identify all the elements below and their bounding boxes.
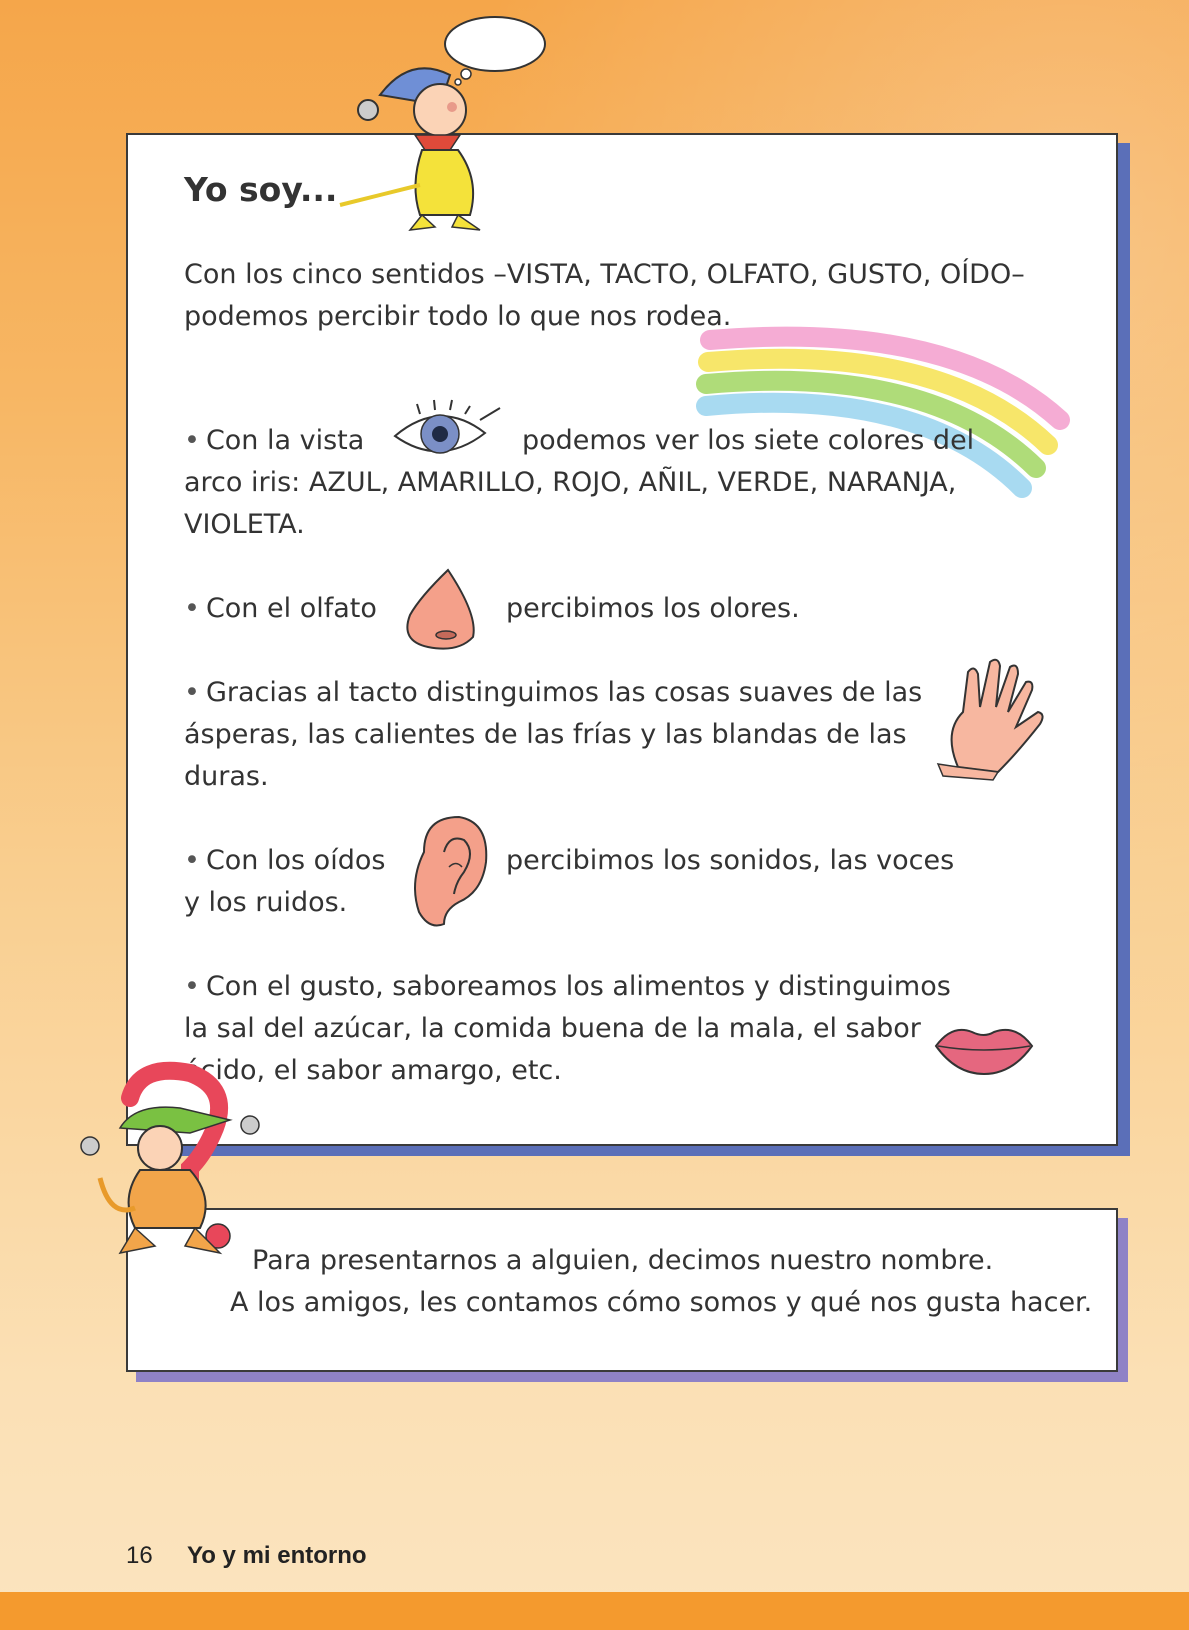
olfato-text-1: • Con el olfato: [184, 588, 377, 630]
vista-text-2: podemos ver los siete colores del: [522, 425, 975, 456]
oidos-text-1: • Con los oídos: [184, 840, 385, 882]
gusto-line-1: • Con el gusto, saboreamos los alimentos y distinguimos: [184, 966, 951, 1008]
gusto-line-3: ácido, el sabor amargo, etc.: [184, 1055, 562, 1086]
olfato-text-2: percibimos los olores.: [506, 593, 800, 624]
lips-icon: [932, 1022, 1036, 1078]
eye-icon: [390, 398, 510, 468]
oidos-text-2: percibimos los sonidos, las voces: [506, 845, 955, 876]
nose-icon: [398, 565, 488, 655]
ear-icon: [404, 812, 494, 932]
hand-icon: [938, 652, 1048, 782]
gusto-line-2: la sal del azúcar, la comida buena de la mala, el sabor: [184, 1013, 921, 1044]
page-number: 16: [126, 1542, 153, 1569]
tacto-line-2: ásperas, las calientes de las frías y las blandas de las: [184, 719, 907, 750]
vista-text-1: • Con la vista: [184, 420, 364, 462]
elf-thinking-icon: [340, 55, 510, 235]
oidos-line-2: y los ruidos.: [184, 887, 348, 918]
tacto-line-1: • Gracias al tacto distinguimos las cosas suaves de las: [184, 672, 922, 714]
note-line-2: A los amigos, les contamos cómo somos y qué nos gusta hacer.: [230, 1287, 1093, 1318]
section-title: Yo y mi entorno: [187, 1542, 367, 1569]
note-line-1: Para presentarnos a alguien, decimos nuestro nombre.: [252, 1245, 994, 1276]
vista-line-2: arco iris: AZUL, AMARILLO, ROJO, AÑIL, VERDE, NARANJA,: [184, 467, 957, 498]
tacto-line-3: duras.: [184, 761, 269, 792]
page-title: Yo soy...: [184, 170, 338, 209]
elf-question-icon: [80, 1068, 260, 1278]
footer-band: [0, 1592, 1189, 1630]
intro-line-2: podemos percibir todo lo que nos rodea.: [184, 301, 732, 332]
intro-line-1: Con los cinco sentidos –VISTA, TACTO, OLFATO, GUSTO, OÍDO–: [184, 259, 1025, 290]
vista-line-3: VIOLETA.: [184, 509, 305, 540]
